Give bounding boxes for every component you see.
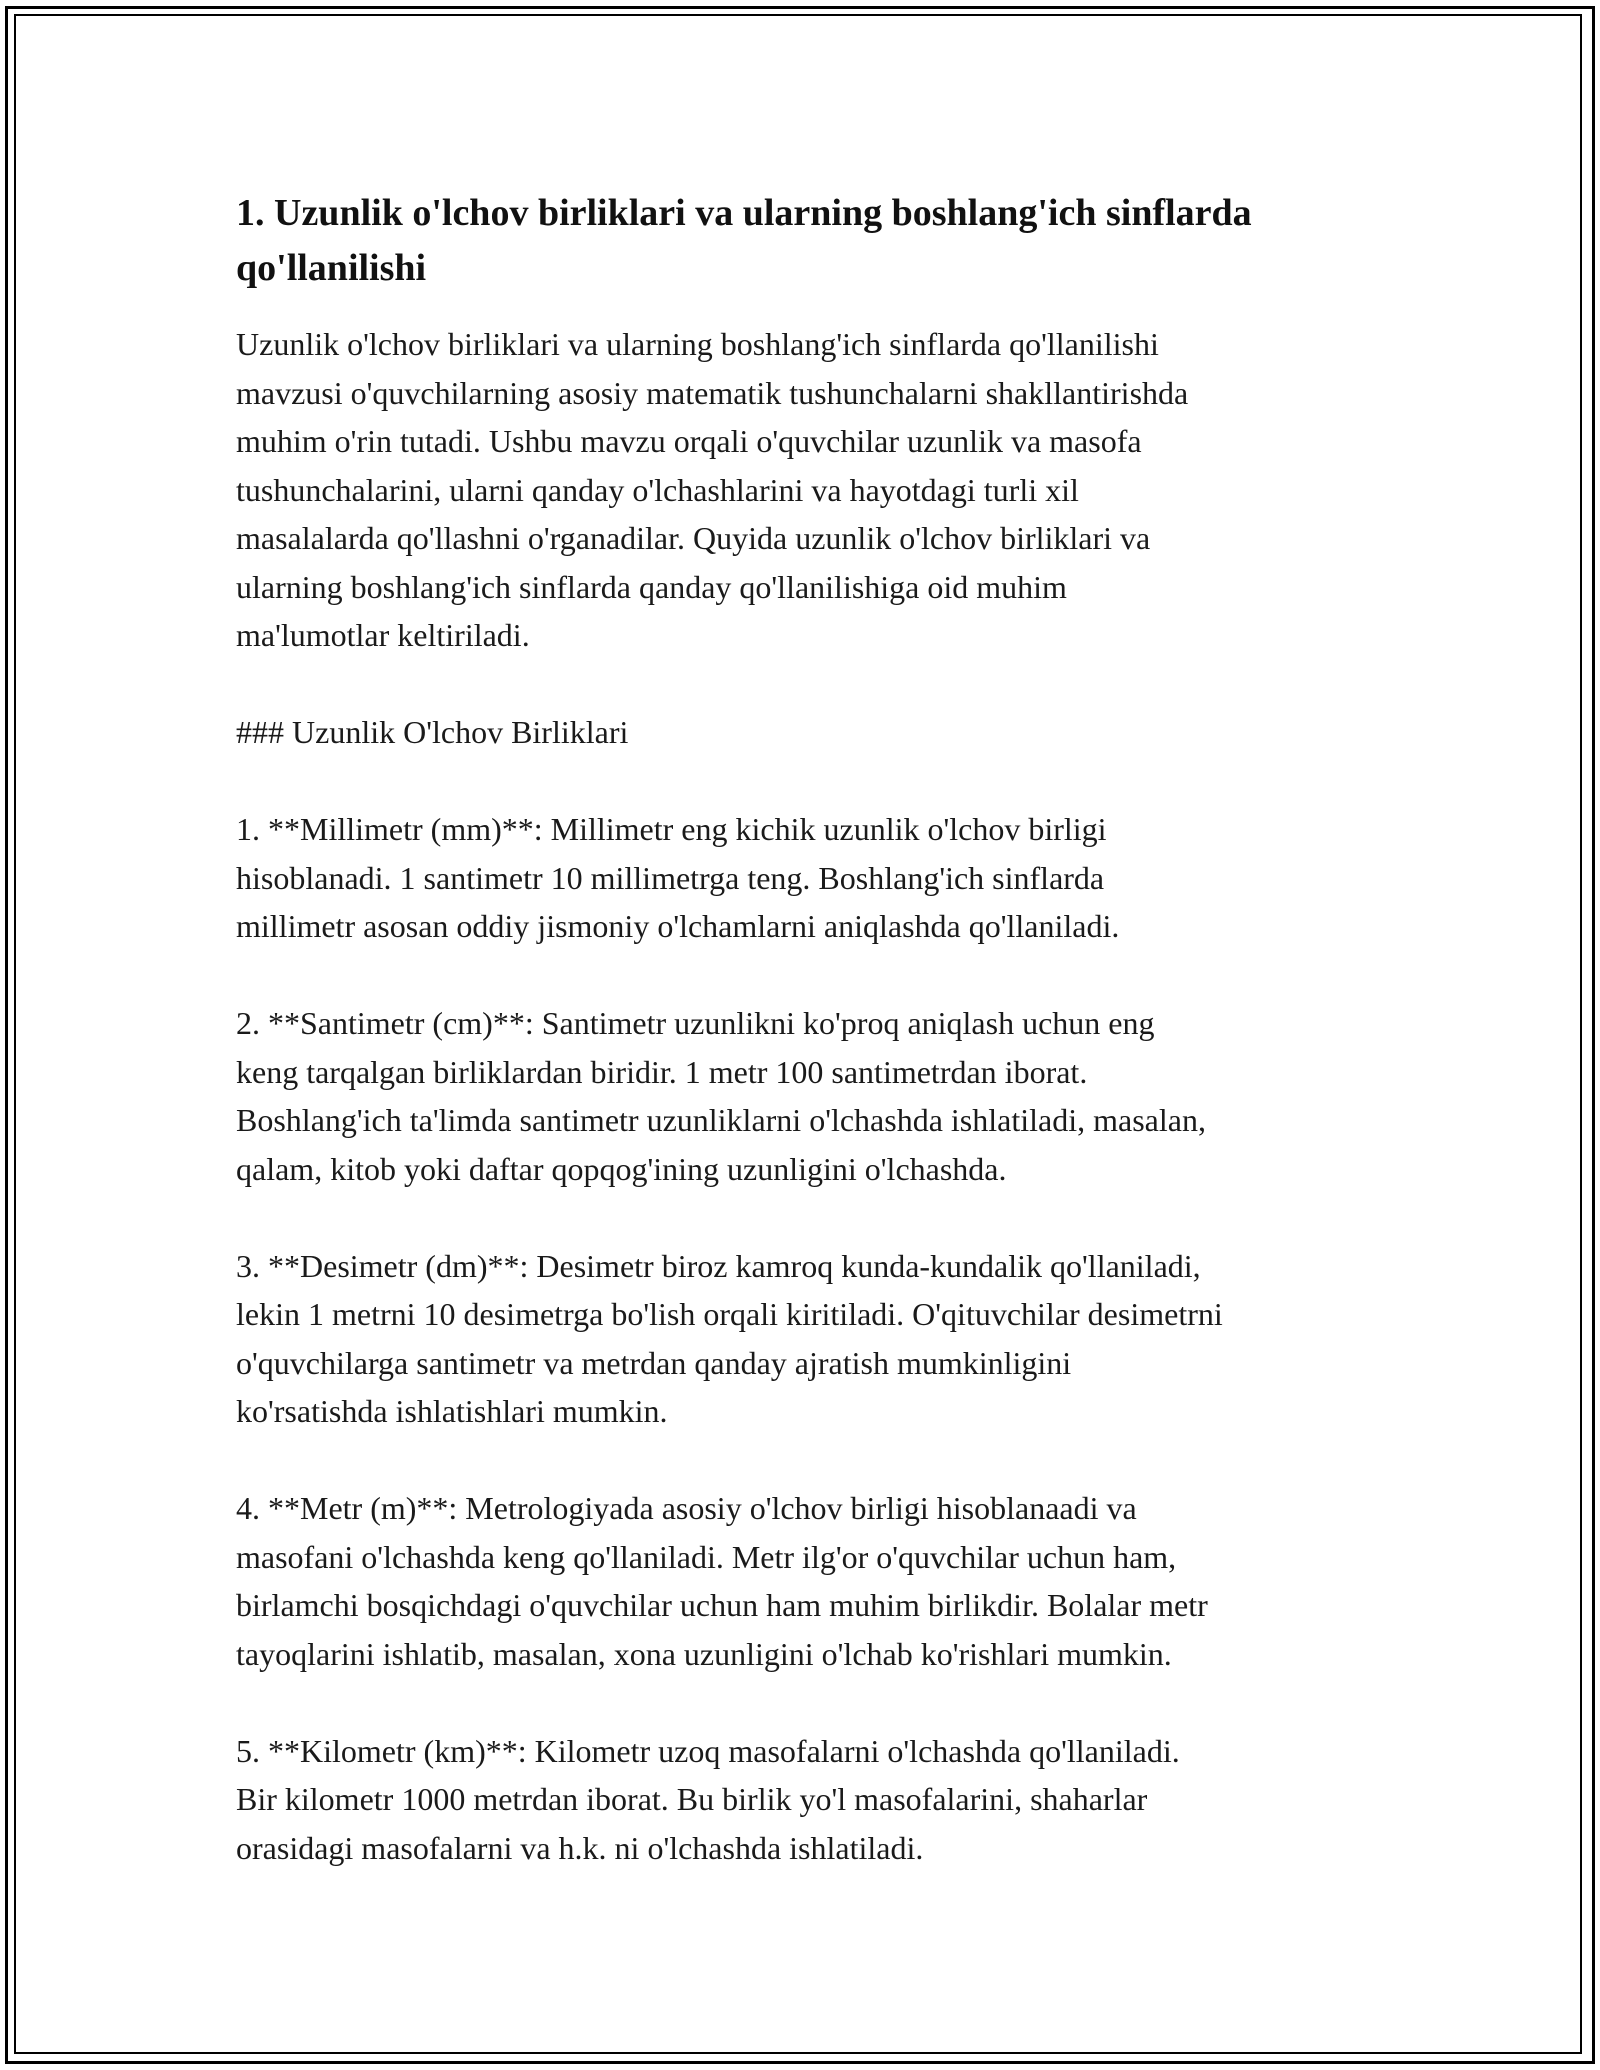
list-item-millimetr: 1. **Millimetr (mm)**: Millimetr eng kichik uzunlik o'lchov birligi hisoblanadi. 1 santimetr 10 millimetrga teng. Boshlang'ich sinflarda millimetr asosan oddiy jismoniy o'lchamlarni aniqlashda qo'llaniladi.	[236, 811, 1120, 944]
section-heading: 1. Uzunlik o'lchov birliklari va ularning boshlang'ich sinflarda qo'llanilishi	[236, 192, 1252, 289]
list-item-desimetr: 3. **Desimetr (dm)**: Desimetr biroz kamroq kunda-kundalik qo'llaniladi, lekin 1 metrni 10 desimetrga bo'lish orqali kiritiladi. O'qituvchilar desimetrni o'quvchilarga santimetr va metrdan qanday ajratish mumkinligini ko'rsatishda ishlatishlari mumkin.	[236, 1247, 1223, 1429]
list-item-metr: 4. **Metr (m)**: Metrologiyada asosiy o'lchov birligi hisoblanaadi va masofani o'lchashda keng qo'llaniladi. Metr ilg'or o'quvchilar uchun ham, birlamchi bosqichdagi o'quvchilar uchun ham muhim birlikdir. Bolalar metr tayoqlarini ishlatib, masalan, xona uzunligini o'lchab ko'rishlari mumkin.	[236, 1490, 1208, 1672]
subheading: ### Uzunlik O'lchov Birliklari	[236, 714, 629, 750]
document-body	[236, 186, 1396, 1872]
list-item-santimetr: 2. **Santimetr (cm)**: Santimetr uzunlikni ko'proq aniqlash uchun eng keng tarqalgan birliklardan biridir. 1 metr 100 santimetrdan iborat. Boshlang'ich ta'limda santimetr uzunliklarni o'lchashda ishlatiladi, masalan, qalam, kitob yoki daftar qopqog'ining uzunligini o'lchashda.	[236, 1005, 1206, 1187]
intro-paragraph: Uzunlik o'lchov birliklari va ularning boshlang'ich sinflarda qo'llanilishi mavzusi o'quvchilarning asosiy matematik tushunchalarni shakllantirishda muhim o'rin tutadi. Ushbu mavzu orqali o'quvchilar uzunlik va masofa tushunchalarini, ularni qanday o'lchashlarini va hayotdagi turli xil masalalarda qo'llashni o'rganadilar. Quyida uzunlik o'lchov birliklari va ularning boshlang'ich sinflarda qanday qo'llanilishiga oid muhim ma'lumotlar keltiriladi.	[236, 326, 1189, 653]
list-item-kilometr: 5. **Kilometr (km)**: Kilometr uzoq masofalarni o'lchashda qo'llaniladi. Bir kilometr 1000 metrdan iborat. Bu birlik yo'l masofalarini, shaharlar orasidagi masofalarni va h.k. ni o'lchashda ishlatiladi.	[236, 1732, 1180, 1866]
